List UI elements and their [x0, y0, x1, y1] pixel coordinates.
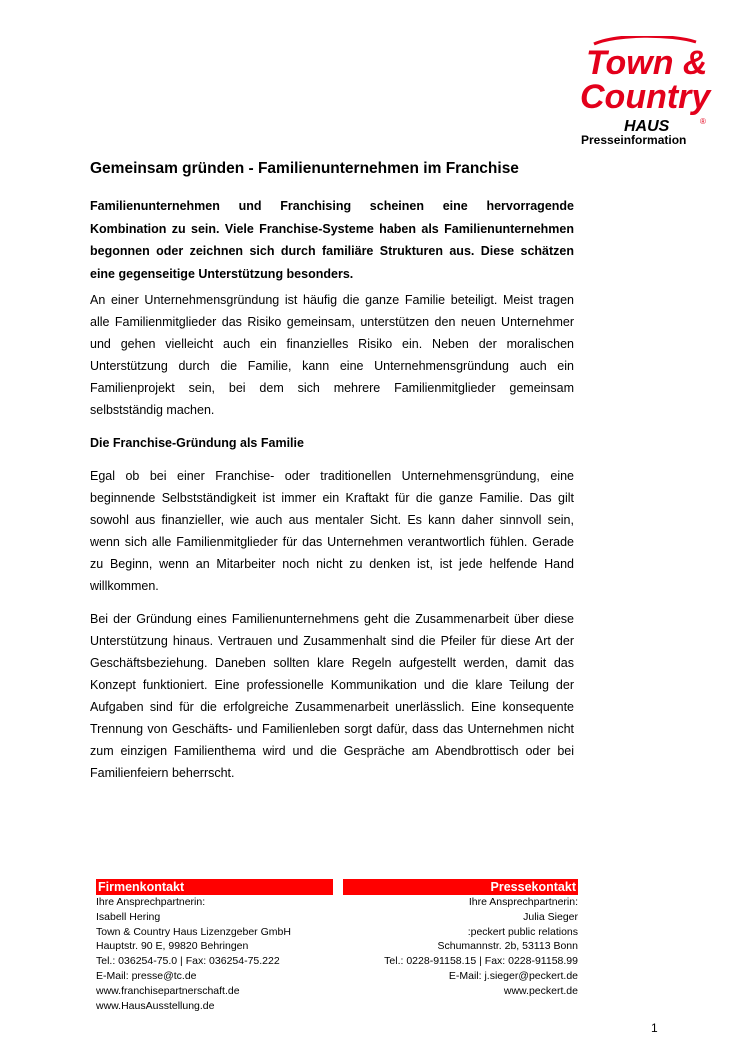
logo-line2: Country: [580, 78, 711, 116]
page-number: 1: [651, 1021, 658, 1035]
press-contact-company: :peckert public relations: [467, 925, 578, 938]
press-contact-block: [343, 879, 578, 999]
article-paragraph-3: Bei der Gründung eines Familienunternehmens geht die Zusammenarbeit über diese Unterstützung hinaus. Vertrauen und Zusammenhalt sind die Pfeiler für diese Art der Geschäftsbeziehung. Daneben sollten klare Regeln aufgestellt werden, damit das Konzept funktioniert. Eine professionelle Kommunikation und die klare Teilung der Aufgaben sind für die erfolgreiche Zusammenarbeit unerlässlich. Eine konsequente Trennung von Geschäfts- und Familienleben sorgt dafür, dass das Unternehmen nicht zum einzigen Familienthema wird und die Gespräche am Abendbrottisch oder bei Familienfeiern beherrscht.: [90, 612, 574, 780]
firm-contact-name: Isabell Hering: [96, 910, 161, 923]
press-contact-heading: Pressekontakt: [343, 879, 578, 895]
town-country-logo: [576, 36, 716, 148]
press-contact-line: Ihre Ansprechpartnerin:: [468, 896, 578, 908]
press-contact-name: Julia Sieger: [523, 910, 578, 923]
press-contact-phone: Tel.: 0228-91158.15 | Fax: 0228-91158.99: [384, 955, 578, 968]
firm-contact-website-2[interactable]: www.HausAusstellung.de: [96, 999, 215, 1012]
firm-contact-phone: Tel.: 036254-75.0 | Fax: 036254-75.222: [96, 955, 280, 968]
press-contact-website[interactable]: www.peckert.de: [503, 984, 578, 997]
article-body: [90, 158, 574, 795]
firm-contact-line: Ihre Ansprechpartnerin:: [96, 896, 206, 908]
logo-line1: Town &: [586, 44, 708, 82]
firm-contact-email[interactable]: E-Mail: presse@tc.de: [96, 969, 197, 982]
article-subheading: Die Franchise-Gründung als Familie: [90, 436, 304, 450]
article-paragraph-1: An einer Unternehmensgründung ist häufig die ganze Familie beteiligt. Meist tragen alle Familienmitglieder das Risiko gemeinsam, unterstützen den neuen Unternehmer und gehen vielleicht auch ein finanzielles Risiko ein. Neben der moralischen Unterstützung durch die Familie, kann eine Unternehmensgründung auch ein Familienprojekt sein, bei dem sich mehrere Familienmitglieder gemeinsam selbstständig machen.: [90, 293, 574, 417]
firm-contact-heading: Firmenkontakt: [96, 879, 333, 895]
logo-graphic: [576, 36, 716, 136]
document-type-label: Presseinformation: [581, 133, 687, 147]
firm-contact-address: Hauptstr. 90 E, 99820 Behringen: [96, 940, 249, 953]
firm-contact-company: Town & Country Haus Lizenzgeber GmbH: [96, 925, 291, 938]
firm-contact-website-1[interactable]: www.franchisepartnerschaft.de: [96, 984, 240, 997]
firm-contact-block: [96, 879, 333, 1013]
press-contact-email[interactable]: E-Mail: j.sieger@peckert.de: [448, 969, 578, 982]
logo-line3: HAUS: [624, 118, 670, 135]
article-title: Gemeinsam gründen - Familienunternehmen im Franchise: [90, 160, 519, 177]
article-paragraph-2: Egal ob bei einer Franchise- oder traditionellen Unternehmensgründung, eine beginnende Selbstständigkeit ist immer ein Kraftakt für die ganze Familie. Das gilt sowohl aus finanzieller, wie auch aus mentaler Sicht. Es kann daher sinnvoll sein, wenn sich alle Familienmitglieder für das Unternehmen verantwortlich fühlen. Gerade zu Beginn, wenn an Mitarbeiter noch nicht zu denken ist, ist jede helfende Hand willkommen.: [90, 469, 574, 593]
press-contact-address: Schumannstr. 2b, 53113 Bonn: [437, 940, 578, 953]
article-lead: Familienunternehmen und Franchising scheinen eine hervorragende Kombination zu sein. Viele Franchise-Systeme haben als Familienunternehmen begonnen oder zeichnen sich durch familiäre Strukturen aus. Diese schätzen eine gegenseitige Unterstützung besonders.: [90, 199, 574, 281]
registered-mark: ®: [700, 117, 706, 126]
